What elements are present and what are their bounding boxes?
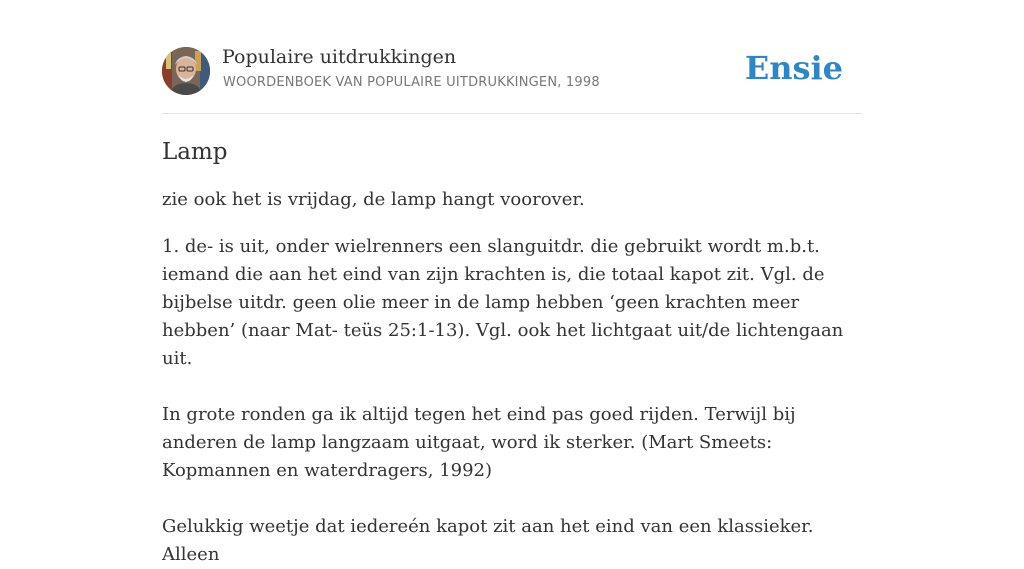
- author-avatar[interactable]: [162, 47, 210, 95]
- ensie-logo-link[interactable]: Ensie: [744, 49, 843, 87]
- entry-headword: Lamp: [162, 139, 228, 165]
- entry-quote: Gelukkig weetje dat iedereén kapot zit aan het eind van een klassieker. Alleen: [162, 516, 814, 565]
- entry-quote: In grote ronden ga ik altijd tegen het eind pas goed rijden. Terwijl bij anderen de lamp langzaam uitgaat, word ik sterker. (Mart Smeets: Kopmannen en waterdragers, 1992): [162, 404, 796, 481]
- dictionary-entry: [162, 136, 862, 569]
- header-divider: [162, 113, 862, 114]
- entry-see-also: zie ook het is vrijdag, de lamp hangt voorover.: [162, 189, 585, 210]
- source-subtitle: WOORDENBOEK VAN POPULAIRE UITDRUKKINGEN, 1998: [223, 75, 600, 90]
- source-title[interactable]: Populaire uitdrukkingen: [222, 46, 457, 68]
- source-header: [162, 46, 862, 96]
- entry-definition: 1. de- is uit, onder wielrenners een slanguitdr. die gebruikt wordt m.b.t. iemand die aan het eind van zijn krachten is, die totaal kapot zit. Vgl. de bijbelse uitdr. geen olie meer in de lamp hebben ‘geen krachten meer hebben’ (naar Mat- teüs 25:1-13). Vgl. ook het lichtgaat uit/de lichtengaan uit.: [162, 236, 844, 369]
- author-portrait-icon: [162, 47, 210, 95]
